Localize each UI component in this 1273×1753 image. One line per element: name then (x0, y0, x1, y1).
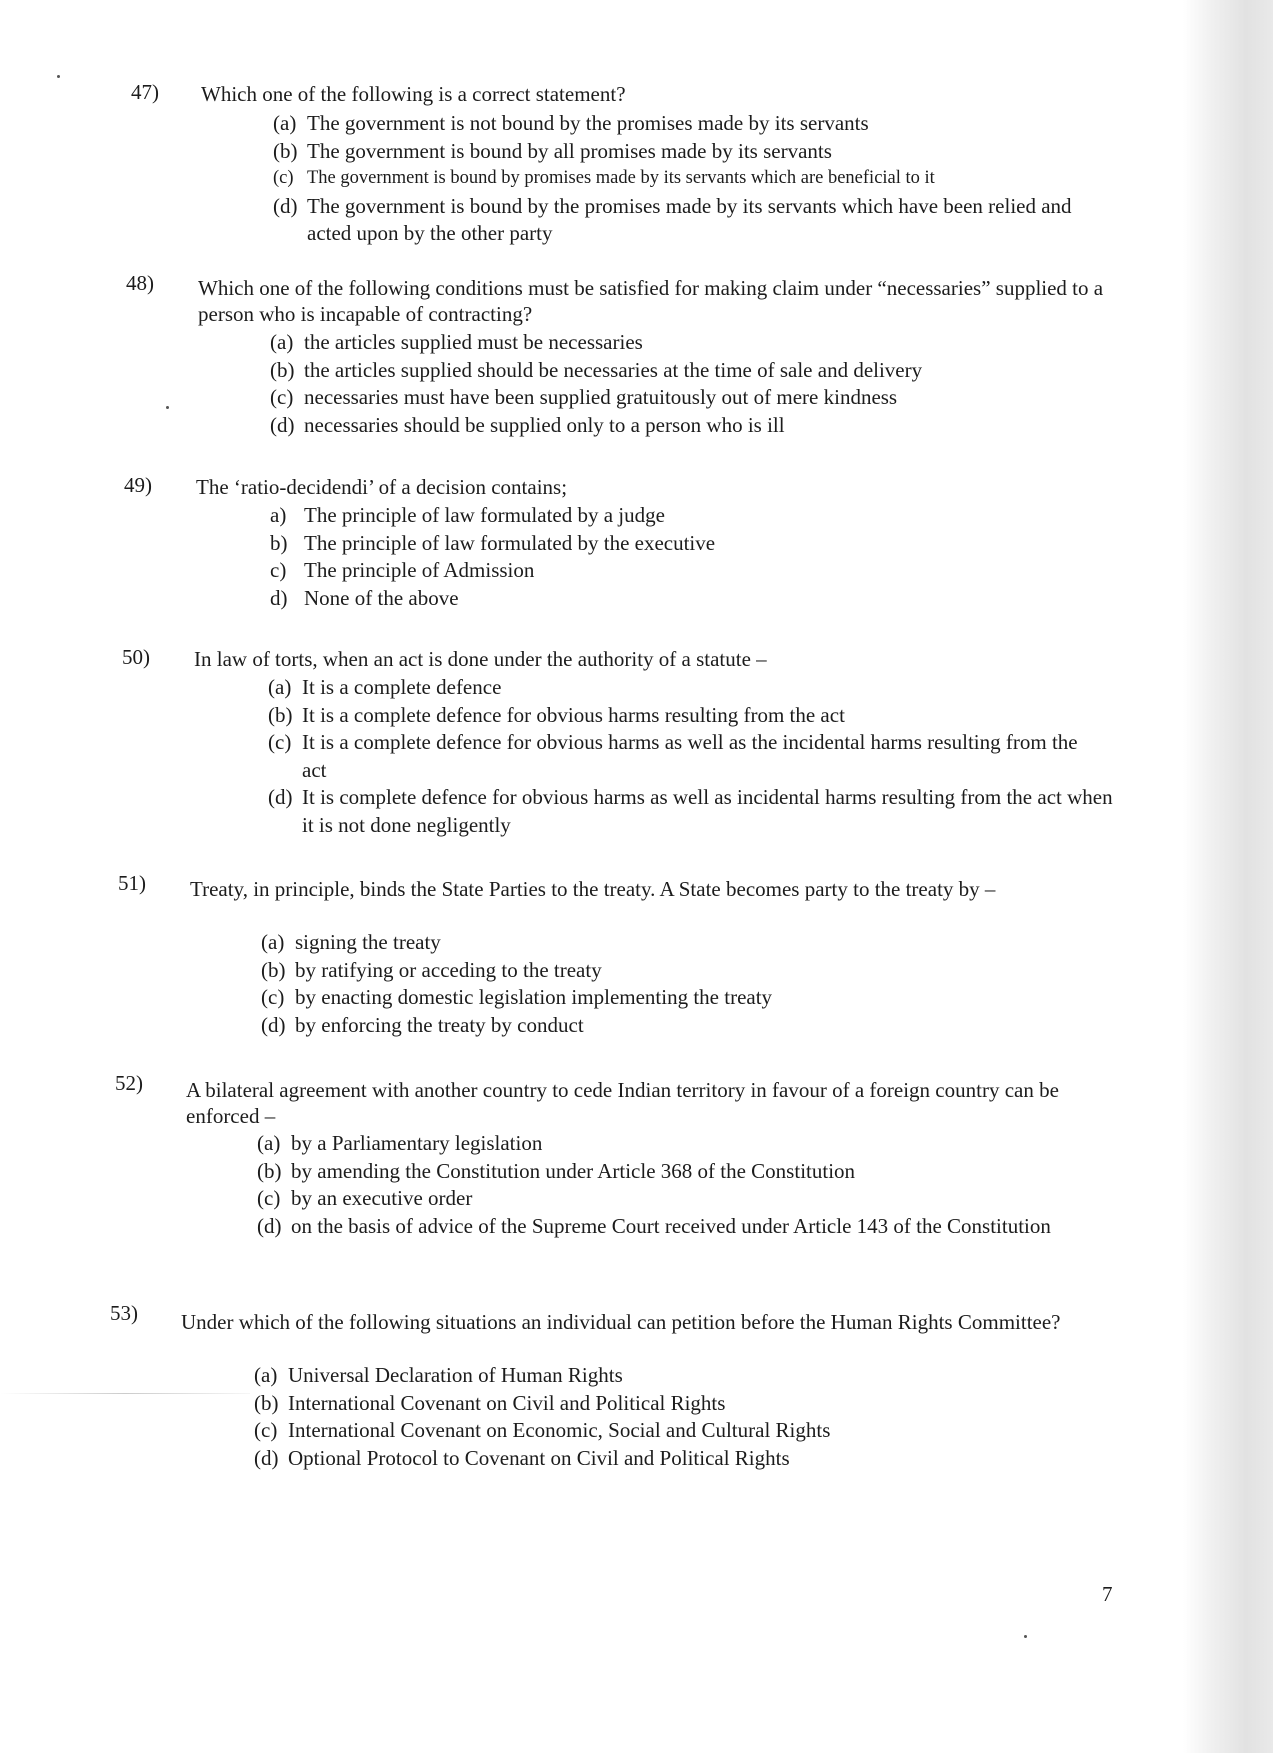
question-text: Under which of the following situations an individual can petition before the Human Rights Committee? (181, 1310, 1061, 1334)
scan-speck (57, 75, 60, 78)
option-text: International Covenant on Civil and Political Rights (288, 1390, 726, 1415)
option-label: (d) (257, 1213, 282, 1238)
option-text: by ratifying or acceding to the treaty (295, 957, 602, 982)
option-label: (b) (268, 702, 293, 727)
option-d[interactable] (254, 1445, 1114, 1473)
option-text: the articles supplied should be necessaries at the time of sale and delivery (304, 357, 923, 382)
option-b[interactable] (270, 357, 1130, 385)
option-label: d) (270, 585, 288, 610)
option-label: (c) (261, 985, 285, 1009)
option-text: The government is bound by promises made by its servants which are beneficial to it (307, 168, 935, 188)
option-b[interactable] (261, 957, 1121, 985)
option-text: It is a complete defence for obvious harms as well as the incidental harms resulting from the act (302, 730, 1078, 782)
option-label: (a) (268, 675, 292, 699)
option-text: by a Parliamentary legislation (291, 1131, 543, 1155)
option-b[interactable] (268, 702, 1083, 730)
question-text: In law of torts, when an act is done under the authority of a statute – (194, 647, 767, 671)
question-number: 53) (110, 1301, 138, 1325)
option-a[interactable] (268, 674, 1083, 702)
option-label: c) (270, 558, 287, 582)
question-text: Treaty, in principle, binds the State Parties to the treaty. A State becomes party to the treaty by – (190, 877, 996, 901)
question-number: 50) (122, 645, 150, 669)
option-text: necessaries must have been supplied gratuitously out of mere kindness (304, 385, 898, 409)
option-label: (d) (270, 412, 295, 437)
option-c[interactable] (257, 1185, 1087, 1213)
option-d[interactable] (257, 1213, 1111, 1241)
question-number: 49) (124, 473, 152, 497)
options-list (268, 674, 1113, 839)
option-a[interactable] (270, 502, 1130, 530)
option-text: The government is bound by all promises made by its servants (307, 138, 832, 163)
question-text: Which one of the following conditions must be satisfied for making claim under “necessaries” supplied to a person who is incapable of contracting? (198, 276, 1104, 326)
option-c[interactable] (270, 384, 1130, 412)
option-label: (c) (254, 1418, 278, 1442)
question-text: A bilateral agreement with another country to cede Indian territory in favour of a foreign country can be enforced – (186, 1078, 1059, 1128)
option-a[interactable] (254, 1362, 1114, 1390)
option-text: None of the above (304, 585, 459, 610)
question-number: 52) (115, 1071, 143, 1095)
option-d[interactable] (261, 1012, 1121, 1040)
option-a[interactable] (261, 929, 1121, 957)
option-label: (b) (270, 357, 295, 382)
option-a[interactable] (273, 110, 1123, 138)
options-list (273, 110, 1123, 248)
option-label: (a) (254, 1363, 278, 1387)
option-d[interactable] (270, 585, 1130, 613)
option-label: (a) (270, 330, 294, 354)
page-number: 7 (1102, 1582, 1113, 1606)
option-text: necessaries should be supplied only to a person who is ill (304, 412, 785, 437)
option-text: The government is not bound by the promises made by its servants (307, 111, 869, 135)
option-label: (c) (257, 1186, 281, 1210)
question-text: The ‘ratio-decidendi’ of a decision contains; (196, 475, 568, 499)
option-text: Optional Protocol to Covenant on Civil and Political Rights (288, 1445, 790, 1470)
question-text: Which one of the following is a correct statement? (201, 82, 626, 106)
option-label: (d) (268, 785, 293, 809)
option-label: (b) (254, 1390, 279, 1415)
options-list (261, 929, 1121, 1039)
options-list (254, 1362, 1114, 1472)
option-label: (d) (261, 1012, 286, 1037)
option-a[interactable] (270, 329, 1130, 357)
option-d[interactable] (270, 412, 1130, 440)
option-b[interactable] (273, 138, 1123, 166)
option-c[interactable] (261, 984, 1121, 1012)
scan-speck (1024, 1635, 1027, 1638)
option-label: (a) (273, 111, 297, 135)
option-c[interactable] (273, 165, 1123, 193)
options-list (270, 502, 1130, 612)
option-label: (a) (257, 1131, 281, 1155)
options-list (257, 1130, 1087, 1240)
option-label: (d) (254, 1445, 279, 1470)
option-text: The principle of law formulated by the executive (304, 530, 716, 555)
option-label: (b) (257, 1158, 282, 1183)
scan-edge-shadow (1183, 0, 1273, 1753)
option-label: (b) (261, 957, 286, 982)
option-text: by enacting domestic legislation implementing the treaty (295, 985, 773, 1009)
option-text: It is a complete defence (302, 675, 502, 699)
option-a[interactable] (257, 1130, 1087, 1158)
option-c[interactable] (270, 557, 1130, 585)
option-text: International Covenant on Economic, Social and Cultural Rights (288, 1418, 831, 1442)
scan-speck (166, 406, 169, 409)
faint-scan-line (0, 1393, 250, 1394)
option-c[interactable] (254, 1417, 1114, 1445)
option-text: by amending the Constitution under Article 368 of the Constitution (291, 1158, 856, 1183)
option-b[interactable] (254, 1390, 1114, 1418)
option-label: (c) (268, 730, 292, 754)
option-text: by an executive order (291, 1186, 473, 1210)
option-text: It is complete defence for obvious harms as well as incidental harms resulting from the act when it is not done negligently (302, 785, 1113, 837)
options-list (270, 329, 1130, 439)
option-label: (a) (261, 930, 285, 954)
question-number: 51) (118, 871, 146, 895)
option-b[interactable] (270, 530, 1130, 558)
question-number: 47) (131, 80, 159, 104)
option-b[interactable] (257, 1158, 1087, 1186)
option-text: on the basis of advice of the Supreme Court received under Article 143 of the Constitution (291, 1213, 1051, 1238)
option-text: by enforcing the treaty by conduct (295, 1012, 584, 1037)
option-text: The principle of Admission (304, 558, 535, 582)
question-number: 48) (126, 271, 154, 295)
option-c[interactable] (268, 729, 1092, 784)
option-label: (d) (273, 193, 298, 218)
option-text: the articles supplied must be necessaries (304, 330, 643, 354)
option-text: Universal Declaration of Human Rights (288, 1363, 623, 1387)
option-label: (c) (273, 168, 294, 188)
option-text: The government is bound by the promises made by its servants which have been relied and acted upon by the other party (307, 193, 1072, 245)
option-label: a) (270, 503, 287, 527)
option-text: It is a complete defence for obvious harms resulting from the act (302, 702, 845, 727)
option-text: The principle of law formulated by a judge (304, 503, 665, 527)
option-text: signing the treaty (295, 930, 441, 954)
option-d[interactable] (268, 784, 1117, 839)
option-label: (b) (273, 138, 298, 163)
option-d[interactable] (273, 193, 1097, 248)
option-label: (c) (270, 385, 294, 409)
option-label: b) (270, 530, 288, 555)
